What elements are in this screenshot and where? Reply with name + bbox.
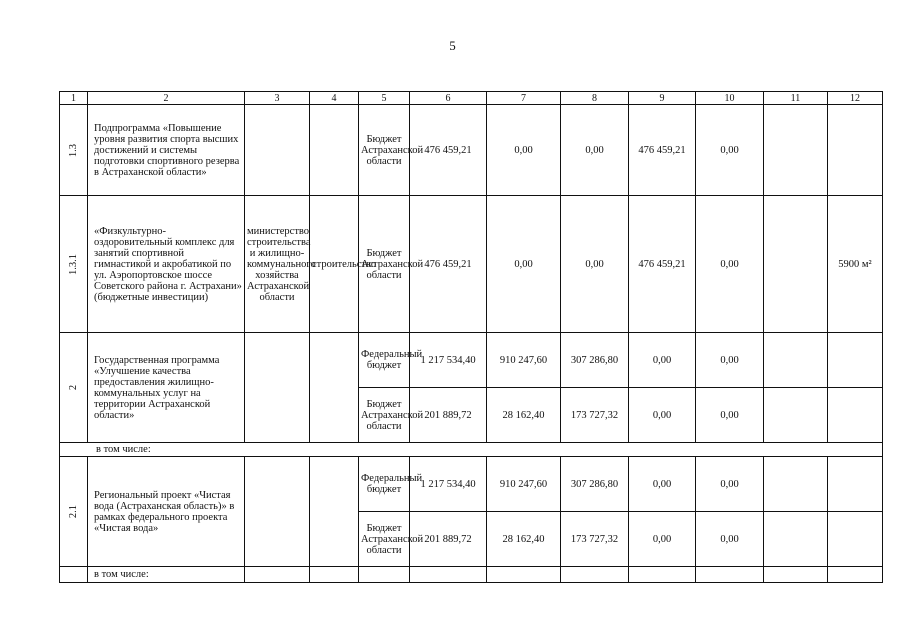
row-number: 1.3: [60, 105, 88, 196]
value-cell: 1 217 534,40: [410, 333, 487, 388]
note-text: в том числе:: [60, 443, 359, 457]
item-name: Региональный проект «Чистая вода (Астраханская область)» в рамках федерального проекта «Чистая вода»: [88, 457, 245, 567]
note-row: [60, 443, 883, 457]
empty-cell: [764, 567, 828, 583]
value-cell: 28 162,40: [487, 388, 561, 443]
header-cell: 8: [561, 92, 629, 105]
activity-cell: [310, 105, 359, 196]
value-cell: 28 162,40: [487, 512, 561, 567]
header-cell: 6: [410, 92, 487, 105]
header-row: [60, 92, 883, 105]
header-cell: 5: [359, 92, 410, 105]
empty-cell: [310, 567, 359, 583]
value-cell: [828, 512, 883, 567]
value-cell: [764, 105, 828, 196]
row-number: 2.1: [60, 457, 88, 567]
header-cell: 2: [88, 92, 245, 105]
value-cell: 0,00: [629, 333, 696, 388]
row-number: 2: [60, 333, 88, 443]
executor-cell: [245, 105, 310, 196]
value-cell: 0,00: [696, 333, 764, 388]
value-cell: 5900 м²: [828, 196, 883, 333]
table-row: [60, 196, 883, 333]
value-cell: [764, 196, 828, 333]
value-cell: [764, 388, 828, 443]
value-cell: 910 247,60: [487, 333, 561, 388]
funding-source: Бюджет Астраханской области: [359, 388, 410, 443]
empty-cell: [561, 567, 629, 583]
executor-cell: министерство строительства и жилищно-коммунального хозяйства Астраханской области: [245, 196, 310, 333]
table-row: [60, 457, 883, 512]
header-cell: 12: [828, 92, 883, 105]
value-cell: [764, 457, 828, 512]
value-cell: 476 459,21: [410, 105, 487, 196]
header-cell: 3: [245, 92, 310, 105]
value-cell: 0,00: [696, 388, 764, 443]
value-cell: 0,00: [561, 196, 629, 333]
value-cell: 307 286,80: [561, 457, 629, 512]
header-cell: 4: [310, 92, 359, 105]
value-cell: [828, 388, 883, 443]
empty-cell: [359, 567, 410, 583]
value-cell: 0,00: [696, 196, 764, 333]
empty-cell: [696, 567, 764, 583]
activity-cell: строительство: [310, 196, 359, 333]
header-cell: 11: [764, 92, 828, 105]
value-cell: 201 889,72: [410, 512, 487, 567]
funding-source: Бюджет Астраханской области: [359, 196, 410, 333]
empty-cell: [245, 567, 310, 583]
funding-source: Федеральный бюджет: [359, 333, 410, 388]
funding-source: Федеральный бюджет: [359, 457, 410, 512]
executor-cell: [245, 457, 310, 567]
header-cell: 10: [696, 92, 764, 105]
value-cell: [828, 105, 883, 196]
value-cell: 476 459,21: [629, 105, 696, 196]
note-text: в том числе:: [88, 567, 245, 583]
value-cell: 0,00: [487, 105, 561, 196]
empty-cell: [629, 567, 696, 583]
value-cell: 201 889,72: [410, 388, 487, 443]
value-cell: [828, 457, 883, 512]
empty-cell: [828, 567, 883, 583]
value-cell: 0,00: [696, 512, 764, 567]
value-cell: 0,00: [487, 196, 561, 333]
activity-cell: [310, 457, 359, 567]
header-cell: 7: [487, 92, 561, 105]
item-name: Государственная программа «Улучшение качества предоставления жилищно-коммунальных услуг на территории Астраханской области»: [88, 333, 245, 443]
table-row: [60, 105, 883, 196]
note-fill: [359, 443, 883, 457]
row-number: [60, 567, 88, 583]
funding-source: Бюджет Астраханской области: [359, 105, 410, 196]
value-cell: 0,00: [629, 457, 696, 512]
activity-cell: [310, 333, 359, 443]
page-number: 5: [449, 38, 456, 53]
value-cell: 0,00: [561, 105, 629, 196]
value-cell: 0,00: [696, 457, 764, 512]
header-cell: 1: [60, 92, 88, 105]
funding-source: Бюджет Астраханской области: [359, 512, 410, 567]
value-cell: 173 727,32: [561, 388, 629, 443]
empty-cell: [410, 567, 487, 583]
value-cell: 307 286,80: [561, 333, 629, 388]
value-cell: 173 727,32: [561, 512, 629, 567]
note-row: [60, 567, 883, 583]
budget-table: [59, 91, 883, 583]
empty-cell: [487, 567, 561, 583]
item-name: «Физкультурно-оздоровительный комплекс для занятий спортивной гимнастикой и акробатикой по ул. Аэропортовское шоссе Советского района г. Астрахани» (бюджетные инвестиции): [88, 196, 245, 333]
header-cell: 9: [629, 92, 696, 105]
row-number: 1.3.1: [60, 196, 88, 333]
value-cell: [764, 333, 828, 388]
value-cell: 0,00: [696, 105, 764, 196]
value-cell: [828, 333, 883, 388]
executor-cell: [245, 333, 310, 443]
table-row: [60, 333, 883, 388]
value-cell: 1 217 534,40: [410, 457, 487, 512]
item-name: Подпрограмма «Повышение уровня развития спорта высших достижений и системы подготовки спортивного резерва в Астраханской области»: [88, 105, 245, 196]
value-cell: [764, 512, 828, 567]
value-cell: 476 459,21: [629, 196, 696, 333]
value-cell: 910 247,60: [487, 457, 561, 512]
value-cell: 476 459,21: [410, 196, 487, 333]
value-cell: 0,00: [629, 388, 696, 443]
value-cell: 0,00: [629, 512, 696, 567]
